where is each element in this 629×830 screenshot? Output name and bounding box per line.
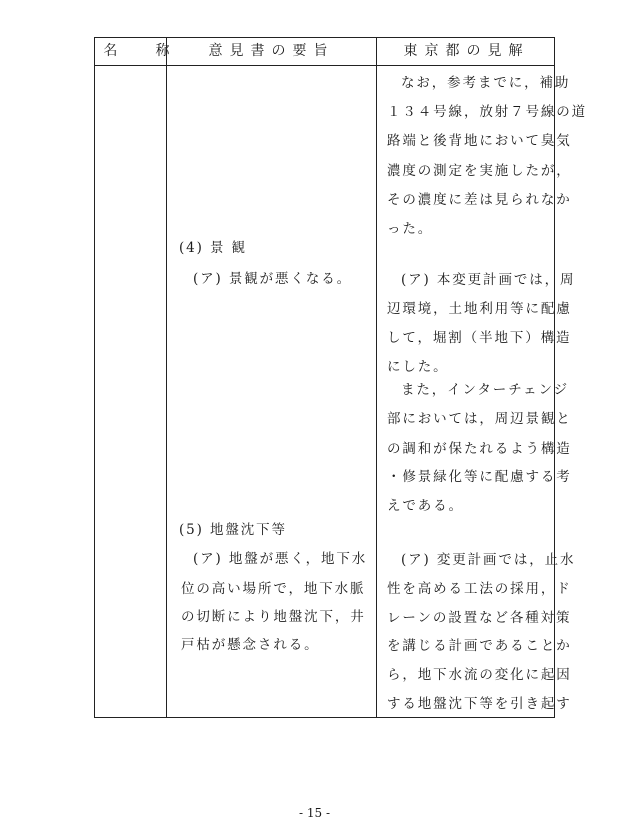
section-heading: (4) 景 観: [179, 240, 247, 256]
header-name: 名 称: [103, 43, 187, 59]
opinion-line: の切断により地盤沈下，井: [181, 609, 366, 625]
page-number: - 15 -: [298, 806, 330, 820]
opinion-line: (ア) 景観が悪くなる。: [193, 271, 353, 287]
view-line: 路端と後背地において臭気: [387, 133, 572, 149]
opinion-line: (ア) 地盤が悪く，地下水: [193, 551, 368, 567]
header-summary: 意見書の要旨: [208, 43, 335, 59]
view-line: ・修景緑化等に配慮する考: [387, 469, 572, 485]
header-view: 東京都の見解: [403, 43, 530, 59]
view-line: (ア) 変更計画では，止水: [401, 552, 576, 568]
view-line: った。: [387, 221, 434, 237]
header-divider: [95, 65, 554, 66]
view-line: 濃度の測定を実施したが，: [387, 163, 572, 179]
opinion-table: [94, 37, 588, 718]
view-line: レーンの設置など各種対策: [387, 610, 572, 626]
opinion-line: 位の高い場所で，地下水脈: [181, 581, 366, 597]
view-line: その濃度に差は見られなか: [387, 192, 572, 208]
view-line: １３４号線，放射７号線の道: [387, 104, 588, 120]
view-line: また，インターチェンジ: [401, 382, 570, 398]
view-line: 辺環境，土地利用等に配慮: [387, 301, 572, 317]
column-divider: [166, 38, 167, 717]
opinion-line: 戸枯が懸念される。: [181, 637, 320, 653]
view-line: ら，地下水流の変化に起因: [387, 667, 572, 683]
view-line: して，堀割（半地下）構造: [387, 330, 572, 346]
view-line: の調和が保たれるよう構造: [387, 441, 572, 457]
view-line: (ア) 本変更計画では，周: [401, 272, 576, 288]
view-line: えである。: [387, 498, 464, 514]
view-line: する地盤沈下等を引き起す: [387, 696, 572, 712]
view-line: なお，参考までに，補助: [401, 75, 571, 91]
column-divider: [376, 38, 377, 717]
view-line: を講じる計画であることか: [387, 638, 572, 654]
section-heading: (5) 地盤沈下等: [179, 522, 287, 538]
view-line: 性を高める工法の採用，ド: [387, 581, 572, 597]
view-line: 部においては，周辺景観と: [387, 411, 572, 427]
view-line: にした。: [387, 359, 449, 375]
